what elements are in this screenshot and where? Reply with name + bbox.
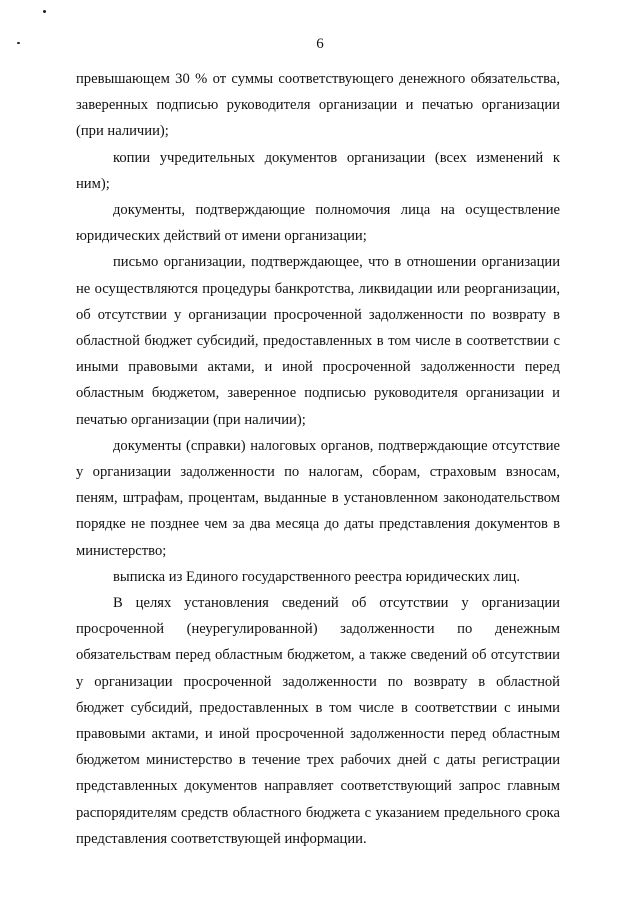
paragraph-continuation: превышающем 30 % от суммы соответствующего денежного обязательства, заверенных подписью руководителя организации и печатью организации (при наличии);: [76, 71, 560, 140]
paragraph-organization-letter: письмо организации, подтверждающее, что в отношении организации не осуществляются процедуры банкротства, ликвидации или реорганизации, об отсутствии у организации просроченной задолженности по возврату в областной бюджет субсидий, предоставленных в том числе в соответствии с иными правовыми актами, и иной просроченной задолженности перед областным бюджетом, заверенное подписью руководителя организации и печатью организации (при наличии);: [76, 254, 560, 428]
scan-speck: [43, 10, 46, 13]
paragraph-authority-documents: документы, подтверждающие полномочия лица на осуществление юридических действий от имени организации;: [76, 202, 560, 245]
page-number: 6: [316, 36, 324, 52]
paragraph-charter-documents: копии учредительных документов организации (всех изменений к ним);: [76, 149, 560, 192]
paragraph-tax-certificates: документы (справки) налоговых органов, подтверждающие отсутствие у организации задолженности по налогам, сборам, страховым взносам, пеням, штрафам, процентам, выданные в установленном законодательством порядке не позднее чем за два месяца до даты представления документов в министерство;: [76, 437, 560, 559]
paragraph-registry-extract: выписка из Единого государственного реестра юридических лиц.: [113, 568, 520, 585]
document-body: [76, 66, 560, 852]
paragraph-debt-verification: В целях установления сведений об отсутствии у организации просроченной (неурегулированной) задолженности по денежным обязательствам перед областным бюджетом, а также сведений об отсутствии у организации просроченной задолженности по возврату в областной бюджет субсидий, предоставленных в том числе в соответствии с иными правовыми актами, и иной просроченной задолженности перед областным бюджетом министерство в течение трех рабочих дней с даты регистрации представленных документов направляет соответствующий запрос главным распорядителям средств областного бюджета с указанием предельного срока представления соответствующей информации.: [76, 595, 560, 847]
